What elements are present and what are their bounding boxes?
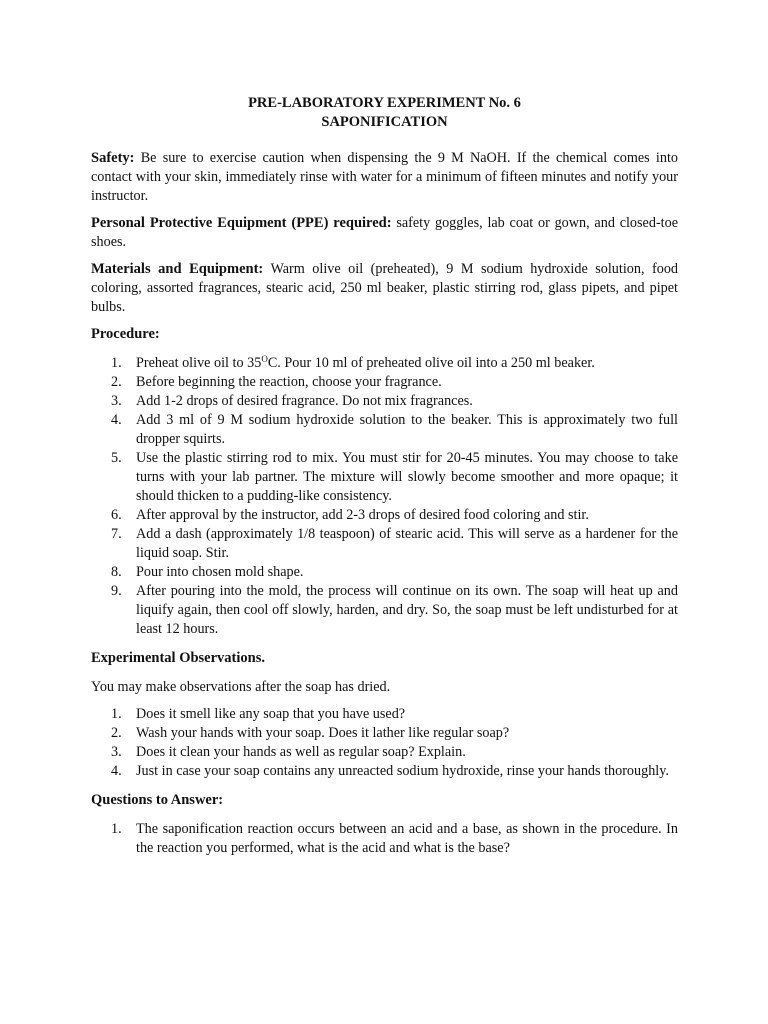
procedure-step [91,582,678,639]
step-number: 6. [111,507,122,523]
step-text-end: C. Pour 10 ml of preheated olive oil into a 250 ml beaker. [267,355,595,371]
step-number: 3. [111,393,122,409]
item-number: 1. [111,706,122,722]
step-text: Add a dash (approximately 1/8 teaspoon) of stearic acid. This will serve as a hardener for the liquid soap. Stir. [136,526,678,561]
procedure-step [91,449,678,506]
procedure-step [91,411,678,449]
item-number: 2. [111,725,122,741]
procedure-list [91,354,678,639]
procedure-step [91,563,678,582]
observation-item [91,743,678,762]
ppe-paragraph [91,214,678,252]
step-number: 8. [111,564,122,580]
title-line-1: PRE-LABORATORY EXPERIMENT No. 6 [248,95,521,111]
procedure-step [91,354,678,373]
step-text: After approval by the instructor, add 2-3 drops of desired food coloring and stir. [136,507,589,523]
item-text: Wash your hands with your soap. Does it lather like regular soap? [136,725,510,741]
questions-heading: Questions to Answer: [91,792,224,808]
document-title [91,94,678,132]
step-number: 9. [111,583,122,599]
safety-text: Be sure to exercise caution when dispensing the 9 M NaOH. If the chemical comes into contact with your skin, immediately rinse with water for a minimum of fifteen minutes and notify your instructor. [91,150,678,204]
title-line-2: SAPONIFICATION [321,114,448,130]
step-text-start: Preheat olive oil to 35 [136,355,262,371]
item-text: The saponification reaction occurs between an acid and a base, as shown in the procedure. In the reaction you performed, what is the acid and what is the base? [136,821,678,856]
step-text: Before beginning the reaction, choose your fragrance. [136,374,442,390]
procedure-step [91,525,678,563]
step-number: 7. [111,526,122,542]
procedure-heading: Procedure: [91,326,160,342]
step-number: 5. [111,450,122,466]
degree-superscript: O [261,354,268,364]
step-number: 2. [111,374,122,390]
item-number: 4. [111,763,122,779]
step-number: 4. [111,412,122,428]
step-number: 1. [111,355,122,371]
procedure-step [91,373,678,392]
procedure-step [91,392,678,411]
item-number: 1. [111,821,122,837]
document-page [91,94,678,868]
safety-paragraph [91,149,678,206]
safety-label: Safety: [91,150,135,166]
observations-heading: Experimental Observations. [91,650,265,666]
observation-item [91,705,678,724]
materials-paragraph [91,260,678,317]
observations-list [91,705,678,781]
step-text: Add 3 ml of 9 M sodium hydroxide solution to the beaker. This is approximately two full dropper squirts. [136,412,678,447]
step-text: Use the plastic stirring rod to mix. You must stir for 20-45 minutes. You may choose to take turns with your lab partner. The mixture will slowly become smoother and more opaque; it should thicken to a pudding-like consistency. [136,450,678,504]
item-number: 3. [111,744,122,760]
questions-list [91,820,678,858]
question-item [91,820,678,858]
observations-intro: You may make observations after the soap has dried. [91,679,391,695]
item-text: Does it clean your hands as well as regular soap? Explain. [136,744,466,760]
item-text: Does it smell like any soap that you have used? [136,706,406,722]
step-text: Pour into chosen mold shape. [136,564,304,580]
materials-text: Warm olive oil (preheated), 9 M sodium hydroxide solution, food coloring, assorted fragrances, stearic acid, 250 ml beaker, plastic stirring rod, glass pipets, and pipet bulbs. [91,261,679,315]
observation-item [91,762,678,781]
ppe-text: safety goggles, lab coat or gown, and closed-toe shoes. [91,215,678,250]
step-text: After pouring into the mold, the process will continue on its own. The soap will heat up and liquify again, then cool off slowly, harden, and dry. So, the soap must be left undisturbed for at least 12 hours. [136,583,678,637]
materials-label: Materials and Equipment: [91,261,264,277]
step-text: Add 1-2 drops of desired fragrance. Do not mix fragrances. [136,393,473,409]
item-text: Just in case your soap contains any unreacted sodium hydroxide, rinse your hands thoroughly. [136,763,669,779]
procedure-step [91,506,678,525]
observation-item [91,724,678,743]
ppe-label: Personal Protective Equipment (PPE) required: [91,215,392,231]
